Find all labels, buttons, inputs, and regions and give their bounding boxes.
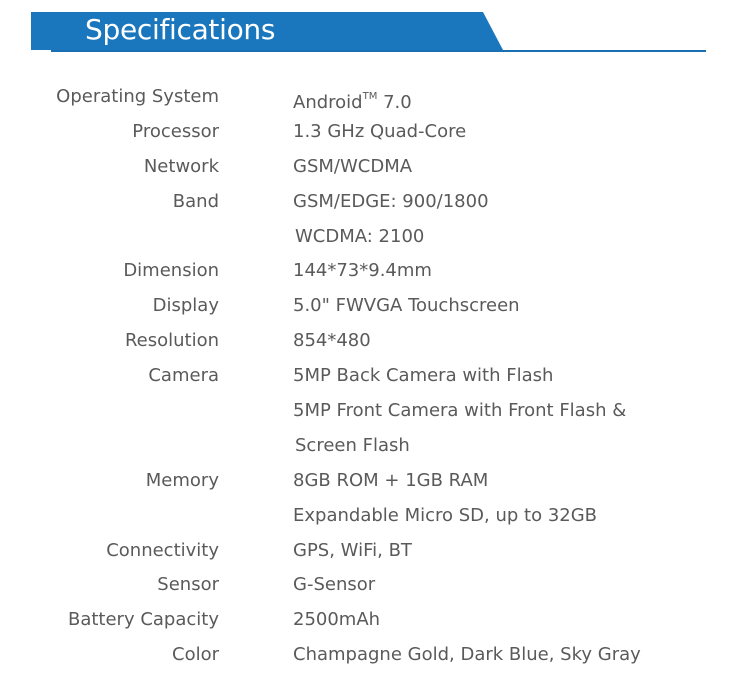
spec-label: Display: [152, 295, 219, 317]
spec-value: GSM/WCDMA: [293, 155, 413, 177]
spec-row-battery-capacity: [0, 604, 730, 639]
spec-value: 5MP Back Camera with Flash: [293, 365, 554, 387]
spec-row-band-continued: [0, 221, 730, 256]
spec-label: Processor: [132, 120, 219, 142]
spec-row-operating-system: [0, 81, 730, 116]
spec-label: Network: [143, 155, 219, 177]
spec-label: Memory: [145, 469, 219, 491]
header-rule: [51, 50, 706, 52]
spec-value: G-Sensor: [293, 574, 376, 596]
spec-value: 5MP Front Camera with Front Flash &: [293, 400, 627, 422]
spec-value: 2500mAh: [293, 609, 381, 631]
spec-label: Color: [172, 644, 219, 666]
spec-value-suffix: 7.0: [377, 92, 412, 113]
spec-row-color: [0, 639, 730, 674]
spec-value: 8GB ROM + 1GB RAM: [293, 469, 489, 491]
spec-value: Champagne Gold, Dark Blue, Sky Gray: [293, 644, 641, 666]
spec-row-connectivity: [0, 535, 730, 570]
spec-row-memory: [0, 465, 730, 500]
spec-value: 854*480: [293, 330, 371, 352]
spec-row-sensor: [0, 569, 730, 604]
spec-value: Expandable Micro SD, up to 32GB: [293, 504, 598, 526]
spec-table: [0, 81, 730, 674]
spec-row-band: [0, 186, 730, 221]
spec-row-resolution: [0, 325, 730, 360]
spec-label: Camera: [148, 365, 219, 387]
spec-label: Battery Capacity: [67, 609, 219, 631]
spec-row-dimension: [0, 255, 730, 290]
spec-label: Operating System: [56, 86, 219, 107]
specifications-header: [31, 12, 706, 54]
trademark-mark: TM: [362, 91, 378, 102]
page-title: Specifications: [85, 13, 276, 46]
spec-row-camera-continued: [0, 395, 730, 430]
spec-row-display: [0, 290, 730, 325]
spec-value-text: Android: [293, 92, 363, 113]
spec-value: GSM/EDGE: 900/1800: [293, 190, 489, 212]
spec-row-camera: [0, 360, 730, 395]
spec-label: Sensor: [157, 574, 219, 596]
spec-value: WCDMA: 2100: [295, 225, 425, 247]
spec-label: Band: [172, 190, 219, 212]
spec-value: 144*73*9.4mm: [293, 260, 432, 282]
spec-value: 5.0" FWVGA Touchscreen: [293, 295, 520, 317]
spec-row-memory-continued: [0, 500, 730, 535]
spec-row-processor: [0, 116, 730, 151]
spec-row-camera-continued: [0, 430, 730, 465]
spec-value: Screen Flash: [295, 434, 410, 456]
spec-value: [293, 85, 412, 115]
spec-value: 1.3 GHz Quad-Core: [293, 120, 467, 142]
spec-value: GPS, WiFi, BT: [293, 539, 412, 561]
spec-label: Dimension: [123, 260, 219, 282]
spec-label: Resolution: [124, 330, 219, 352]
spec-row-network: [0, 151, 730, 186]
spec-label: Connectivity: [106, 539, 219, 561]
